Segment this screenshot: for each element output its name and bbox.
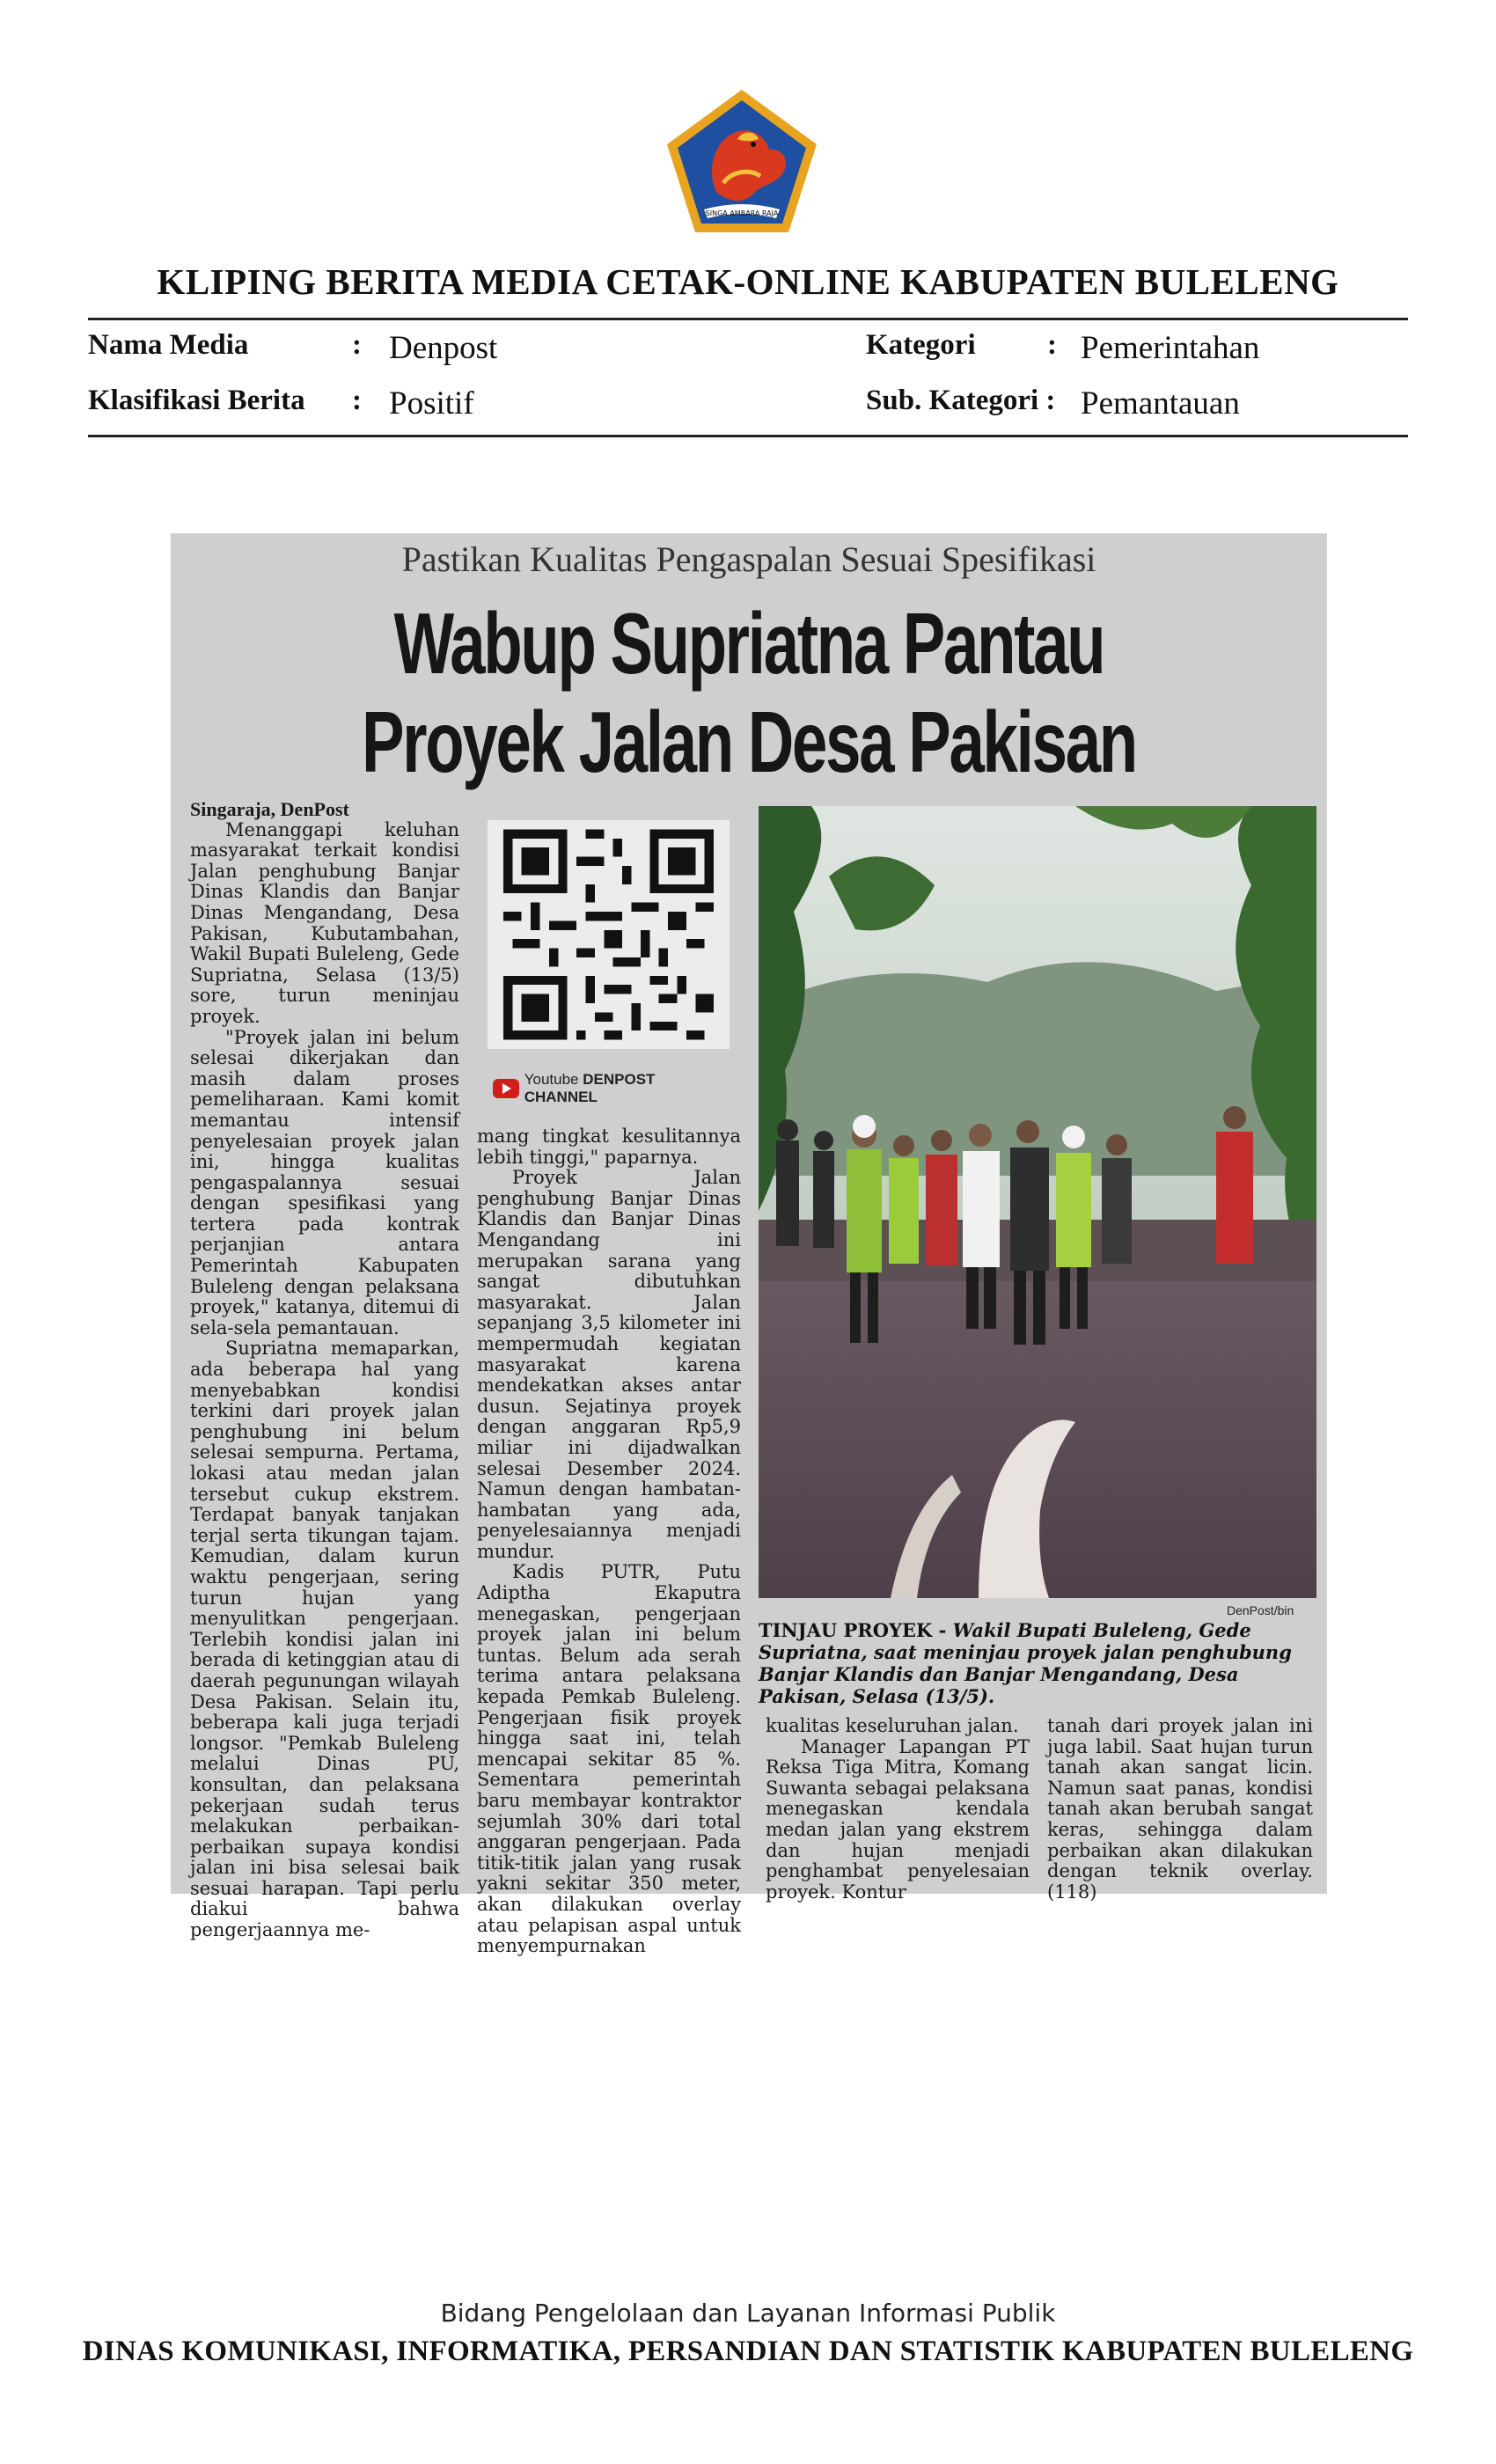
youtube-prefix: Youtube <box>524 1071 579 1088</box>
paragraph: tanah dari proyek jalan ini juga labil. Saat hujan turun tanah akan sangat licin. Namun saat panas, kondisi tanah akan berubah sangat keras, sehingga dalam perbaikan akan dilakukan dengan teknik overlay. (118) <box>1047 1715 1313 1903</box>
headline-line-1: Wabup Supriatna Pantau <box>393 595 1104 692</box>
article-column-2 <box>477 1126 741 1957</box>
headline-line-2: Proyek Jalan Desa Pakisan <box>362 693 1136 790</box>
kategori-label: Kategori <box>866 329 976 361</box>
qr-code <box>488 820 730 1049</box>
footer-agency: DINAS KOMUNIKASI, INFORMATIKA, PERSANDIAN DAN STATISTIK KABUPATEN BULELENG <box>82 2336 1414 2367</box>
colon: : <box>352 329 362 361</box>
article-kicker: Pastikan Kualitas Pengaspalan Sesuai Spesifikasi <box>401 539 1096 579</box>
nama-media-label: Nama Media <box>88 329 249 361</box>
youtube-channel <box>493 1071 730 1105</box>
dateline: Singaraja, DenPost <box>190 798 349 820</box>
page-title: KLIPING BERITA MEDIA CETAK-ONLINE KABUPATEN BULELENG <box>157 261 1339 302</box>
buleleng-logo <box>662 86 822 236</box>
paragraph: Supriatna memaparkan, ada beberapa hal yang menyebabkan kondisi terkini dari proyek jalan penghubung ini belum selesai sempurna. Pertama, lokasi atau medan jalan tersebut cukup ekstrem. Terdapat banyak tanjakan terjal serta tikungan tajam. Kemudian, dalam kurun waktu pengerjaan, sering turun hujan yang menyulitkan pengerjaan. Terlebih kondisi jalan ini berada di ketinggian atau di daerah pegunungan wilayah Desa Pakisan. Selain itu, beberapa kali juga terjadi longsor. "Pemkab Buleleng melalui Dinas PU, konsultan, dan pelaksana pekerjaan sudah terus melakukan perbaikan-perbaikan supaya kondisi jalan ini bisa selesai baik sesuai harapan. Tapi perlu diakui bahwa pengerjaannya me- <box>190 1338 459 1941</box>
paragraph: Manager Lapangan PT Reksa Tiga Mitra, Komang Suwanta sebagai pelaksana menegaskan kendala medan jalan yang ekstrem dan hujan menjadi penghambat penyelesaian proyek. Kontur <box>766 1735 1030 1903</box>
photo-caption <box>759 1619 1322 1707</box>
footer-department: Bidang Pengelolaan dan Layanan Informasi Publik <box>440 2299 1056 2328</box>
caption-lead: TINJAU PROYEK - <box>759 1619 947 1641</box>
colon: : <box>1047 329 1057 361</box>
klasifikasi-value: Positif <box>389 385 474 422</box>
subkategori-value: Pemantauan <box>1081 385 1240 422</box>
paragraph: "Proyek jalan ini belum selesai dikerjakan dan masih dalam proses pemeliharaan. Kami komit memantau intensif penyelesaian proyek jalan ini, hingga kualitas pengaspalannya sesuai dengan spesifikasi yang tertera pada kontrak perjanjian antara Pemerintah Kabupaten Buleleng dengan pelaksana proyek," katanya, ditemui di sela-sela pemantauan. <box>190 1026 459 1338</box>
article-column-4 <box>1047 1715 1313 1903</box>
paragraph: Proyek Jalan penghubung Banjar Dinas Klandis dan Banjar Dinas Mengandang ini merupakan sarana yang sangat dibutuhkan masyarakat. Jalan sepanjang 3,5 kilometer ini mempermudah kegiatan masyarakat karena mendekatkan akses antar dusun. Sejatinya proyek dengan anggaran Rp5,9 miliar ini dijadwalkan selesai Desember 2024. Namun dengan hambatan-hambatan yang ada, penyelesaiannya menjadi mundur. <box>477 1167 741 1562</box>
photo-credit: DenPost/bin <box>1227 1603 1294 1617</box>
meta-divider <box>88 435 1408 437</box>
caption-text: Wakil Bupati Buleleng, Gede Supriatna, saat meninjau proyek jalan penghubung Banjar Klandis dan Banjar Mengandang, Desa Pakisan, Selasa (13/5). <box>759 1619 1292 1707</box>
paragraph: kualitas keseluruhan jalan. <box>766 1715 1019 1736</box>
article-column-3 <box>766 1715 1030 1903</box>
news-clipping <box>171 533 1327 1957</box>
paragraph: Kadis PUTR, Putu Adiptha Ekaputra menegaskan, pengerjaan proyek jalan ini belum tuntas. Belum ada serah terima antara pelaksana kepada Pemkab Buleleng. Pengerjaan fisik proyek hingga saat ini, telah mencapai sekitar 85 %. Sementara pemerintah baru membayar kontraktor sejumlah 30% dari total anggaran pengerjaan. Pada titik-titik jalan yang rusak yakni sekitar 350 meter, akan dilakukan overlay atau pelapisan aspal untuk menyempurnakan <box>477 1561 741 1957</box>
klasifikasi-label: Klasifikasi Berita <box>88 385 305 416</box>
header-divider <box>88 318 1408 320</box>
paragraph: Menanggapi keluhan masyarakat terkait kondisi Jalan penghubung Banjar Dinas Klandis dan Banjar Dinas Mengandang, Desa Pakisan, Kubutambahan, Wakil Bupati Buleleng, Gede Supriatna, Selasa (13/5) sore, turun meninjau proyek. <box>190 818 459 1027</box>
paragraph: mang tingkat kesulitannya lebih tinggi," paparnya. <box>477 1126 741 1168</box>
article-column-1 <box>190 798 459 1941</box>
subkategori-label: Sub. Kategori : <box>866 385 1056 416</box>
youtube-icon <box>493 1079 519 1098</box>
youtube-channel-name: DENPOST CHANNEL <box>524 1071 656 1105</box>
news-photo <box>759 806 1316 1598</box>
kategori-value: Pemerintahan <box>1081 330 1260 366</box>
logo-motto: SINGA AMBARA RAJA <box>705 209 779 217</box>
nama-media-value: Denpost <box>389 330 498 366</box>
colon: : <box>352 385 362 416</box>
